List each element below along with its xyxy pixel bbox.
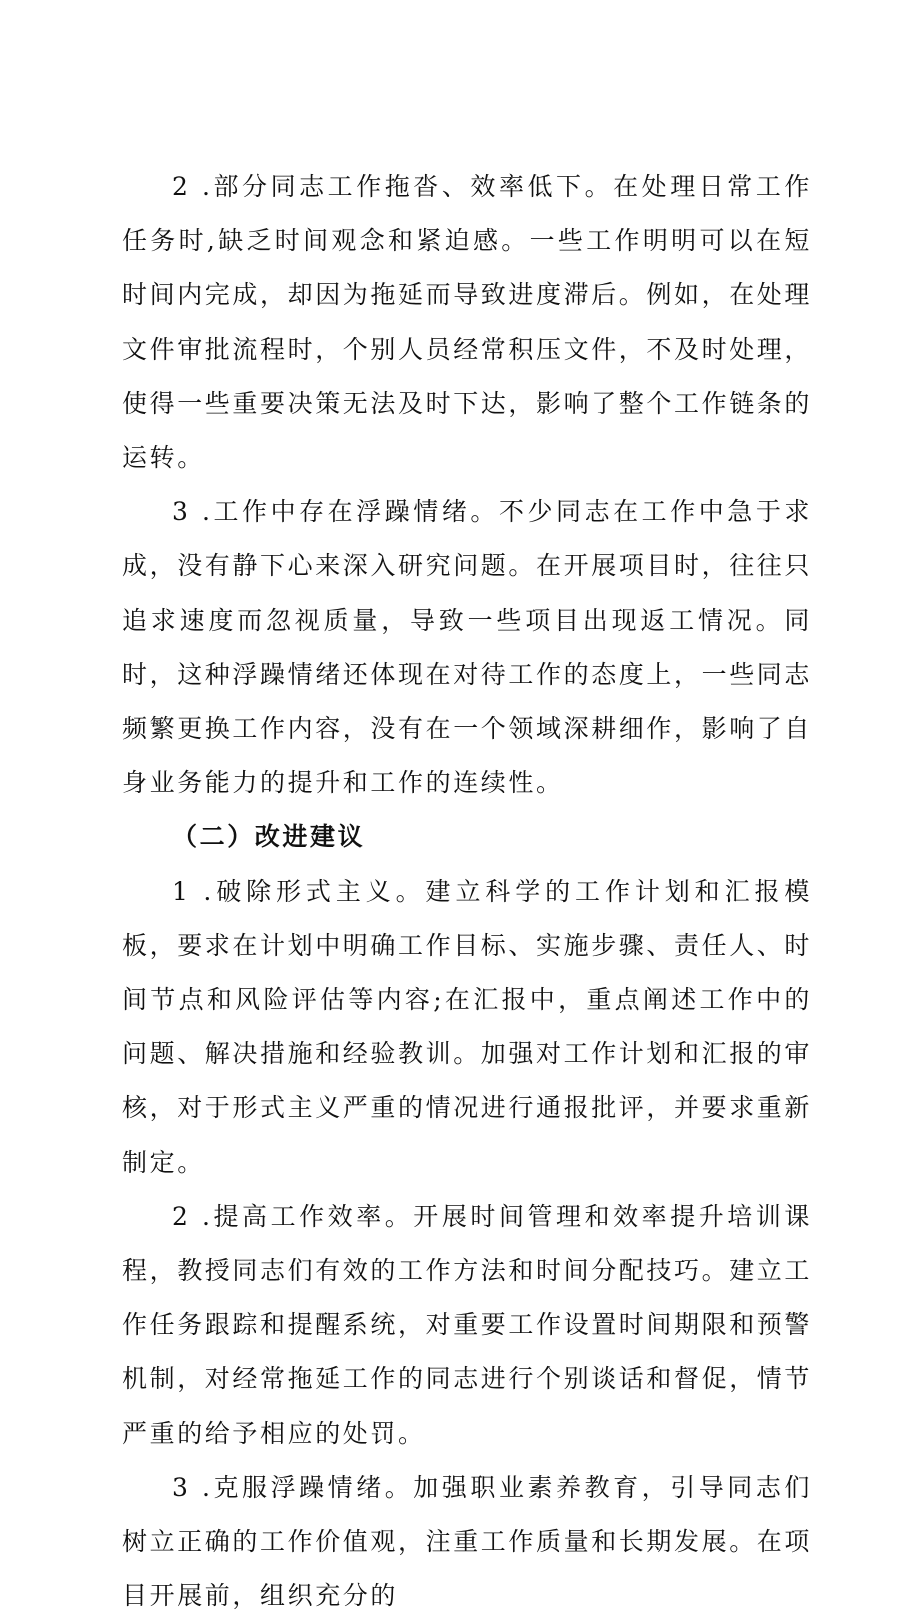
paragraph-problem-2: 2 .部分同志工作拖沓、效率低下。在处理日常工作任务时,缺乏时间观念和紧迫感。一些工作明明可以在短时间内完成，却因为拖延而导致进度滞后。例如，在处理文件审批流程时，个别人员经常积压文件，不及时处理，使得一些重要决策无法及时下达，影响了整个工作链条的运转。 xyxy=(122,172,813,473)
paragraph-suggestion-1: 1 .破除形式主义。建立科学的工作计划和汇报模板，要求在计划中明确工作目标、实施步骤、责任人、时间节点和风险评估等内容;在汇报中，重点阐述工作中的问题、解决措施和经验教训。加强对工作计划和汇报的审核，对于形式主义严重的情况进行通报批评，并要求重新制定。 xyxy=(122,876,813,1177)
paragraph-problem-3: 3 .工作中存在浮躁情绪。不少同志在工作中急于求成，没有静下心来深入研究问题。在开展项目时，往往只追求速度而忽视质量，导致一些项目出现返工情况。同时，这种浮躁情绪还体现在对待工作的态度上，一些同志频繁更换工作内容，没有在一个领域深耕细作，影响了自身业务能力的提升和工作的连续性。 xyxy=(122,497,813,798)
document-body xyxy=(122,160,812,1623)
section-heading-improvement-suggestions: （二）改进建议 xyxy=(172,822,366,852)
paragraph-suggestion-3: 3 .克服浮躁情绪。加强职业素养教育，引导同志们树立正确的工作价值观，注重工作质量和长期发展。在项目开展前，组织充分的 xyxy=(122,1472,813,1611)
paragraph-suggestion-2: 2 .提高工作效率。开展时间管理和效率提升培训课程，教授同志们有效的工作方法和时间分配技巧。建立工作任务跟踪和提醒系统，对重要工作设置时间期限和预警机制，对经常拖延工作的同志进行个别谈话和督促，情节严重的给予相应的处罚。 xyxy=(122,1201,813,1448)
